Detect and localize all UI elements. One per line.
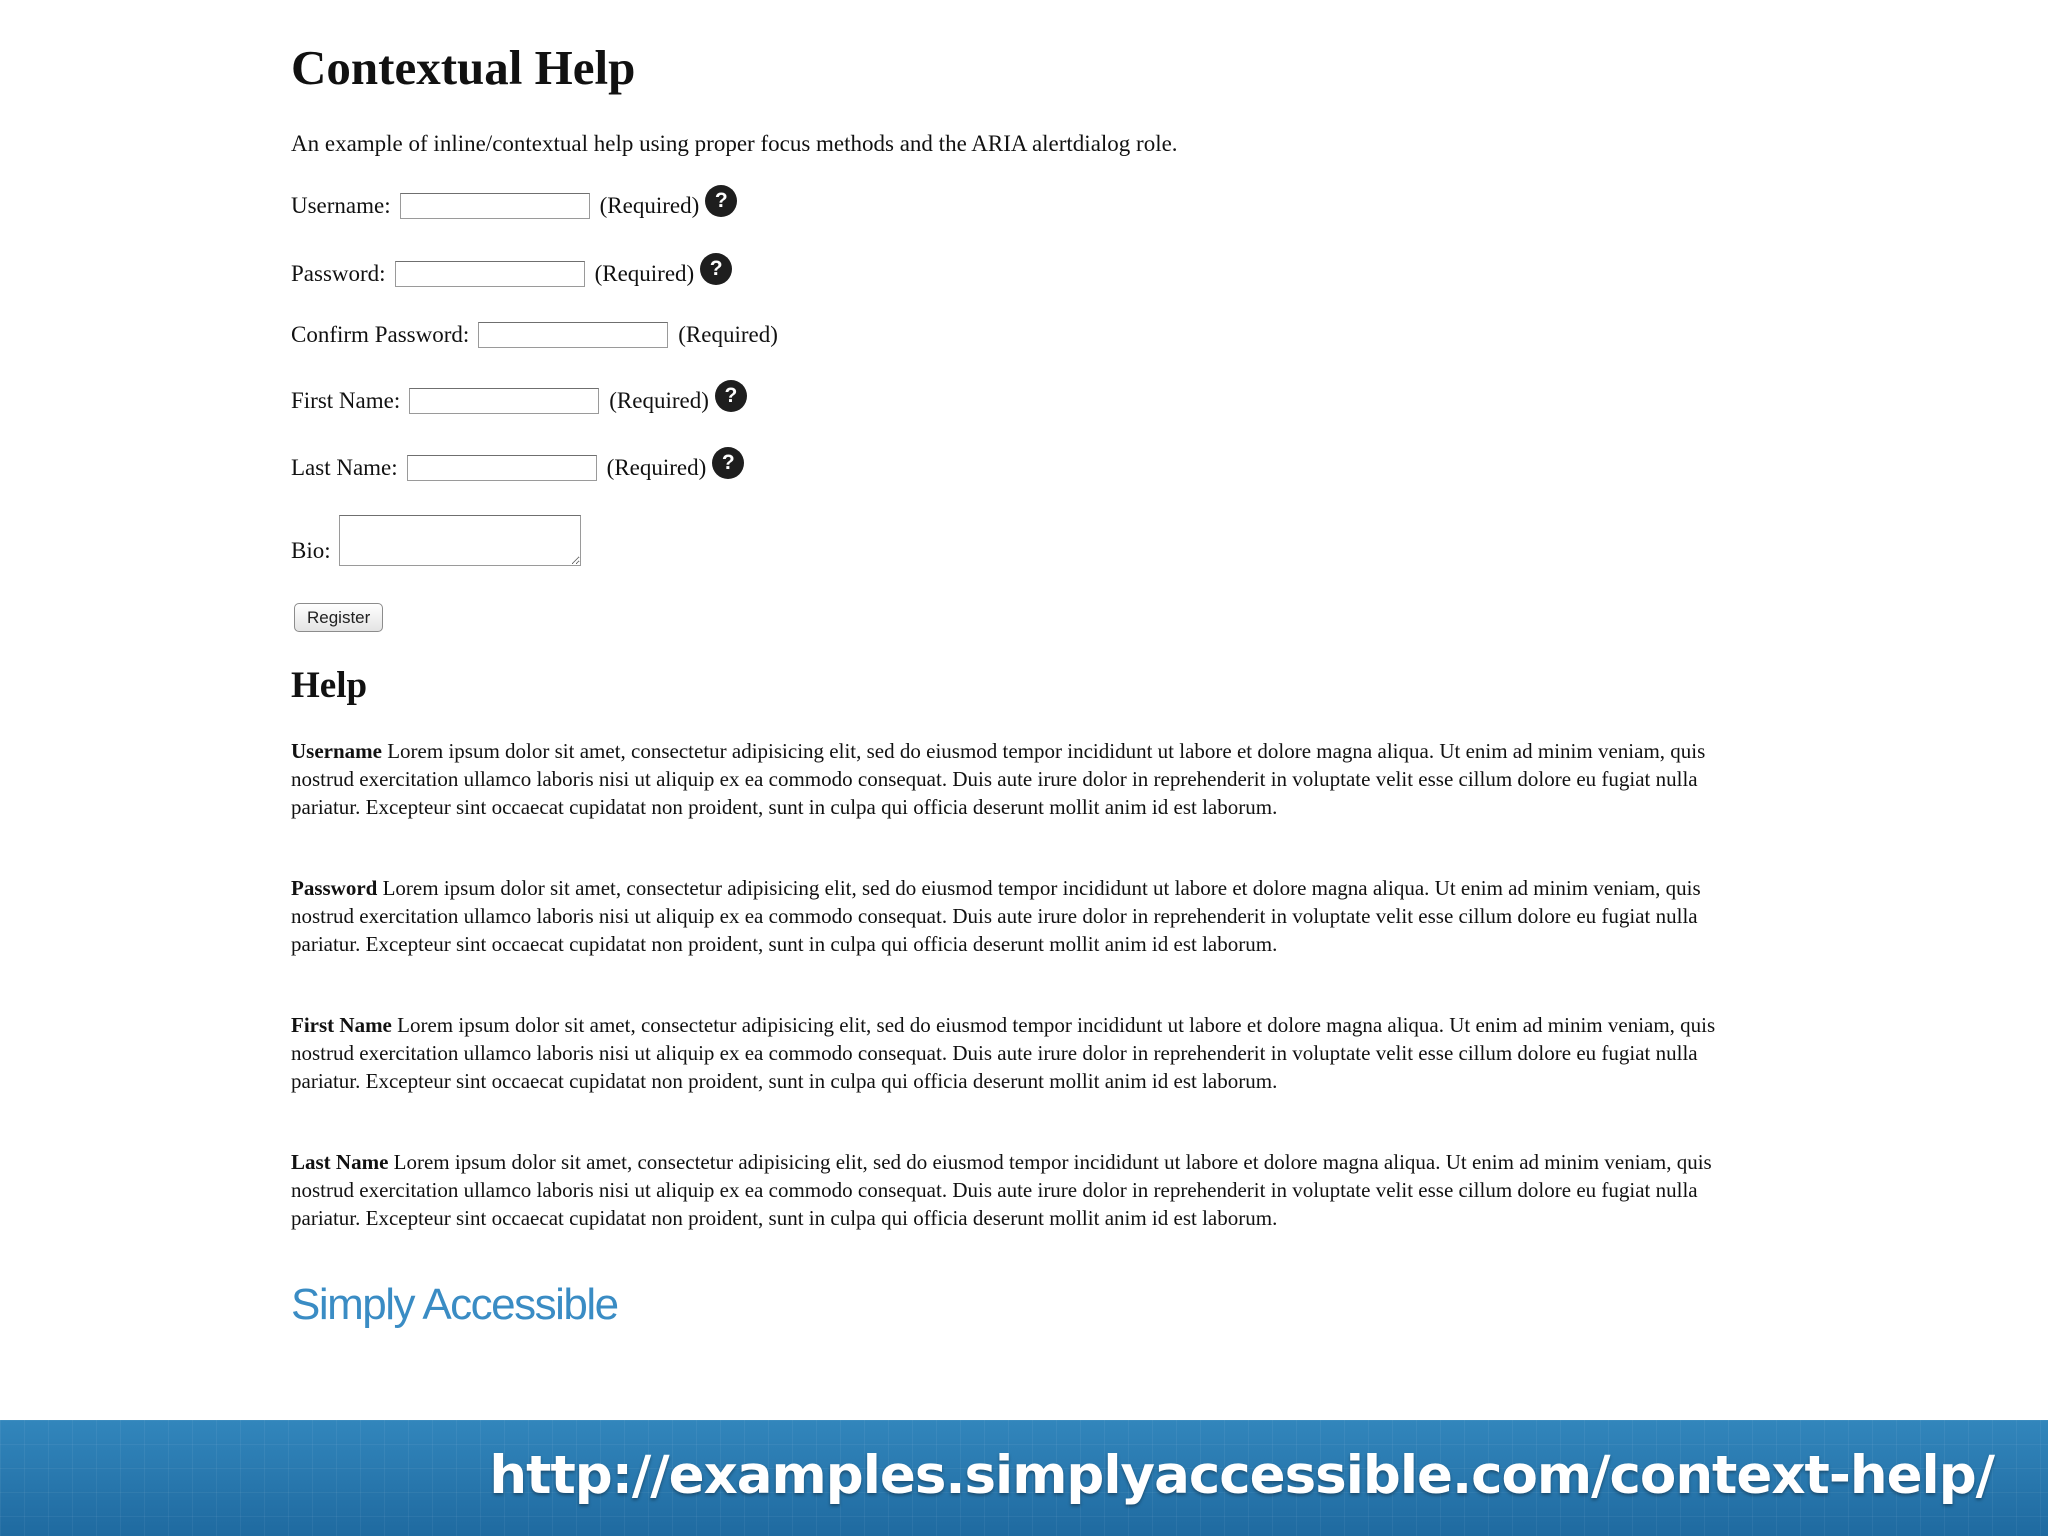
first-name-required: (Required)	[609, 388, 709, 413]
intro-text: An example of inline/contextual help using proper focus methods and the ARIA alertdialog role.	[291, 131, 1178, 156]
username-input[interactable]	[400, 193, 590, 219]
first-name-input[interactable]	[409, 388, 599, 414]
first-name-help-icon[interactable]: ?	[715, 380, 747, 412]
help-term: First Name	[291, 1013, 392, 1037]
help-text: Lorem ipsum dolor sit amet, consectetur adipisicing elit, sed do eiusmod tempor incididunt ut labore et dolore magna aliqua. Ut enim ad minim veniam, quis nostrud exercitation ullamco laboris nisi ut aliquip ex ea commodo consequat. Duis aute irure dolor in reprehenderit in voluptate velit esse cillum dolore eu fugiat nulla pariatur. Excepteur sint occaecat cupidatat non proident, sunt in culpa qui officia deserunt mollit anim id est laborum.	[291, 876, 1701, 956]
simply-accessible-logo: Simply Accessible	[291, 1280, 618, 1329]
page-title: Contextual Help	[291, 40, 636, 95]
first-name-row	[291, 383, 747, 419]
help-term: Password	[291, 876, 378, 900]
help-item-first-name	[291, 1011, 1751, 1095]
confirm-password-required: (Required)	[678, 322, 778, 347]
bio-row	[291, 515, 581, 566]
help-term: Last Name	[291, 1150, 389, 1174]
username-help-icon[interactable]: ?	[705, 185, 737, 217]
last-name-help-icon[interactable]: ?	[712, 447, 744, 479]
bio-label: Bio:	[291, 538, 331, 563]
last-name-required: (Required)	[606, 455, 707, 480]
username-label: Username:	[291, 193, 391, 218]
help-text: Lorem ipsum dolor sit amet, consectetur adipisicing elit, sed do eiusmod tempor incididunt ut labore et dolore magna aliqua. Ut enim ad minim veniam, quis nostrud exercitation ullamco laboris nisi ut aliquip ex ea commodo consequat. Duis aute irure dolor in reprehenderit in voluptate velit esse cillum dolore eu fugiat nulla pariatur. Excepteur sint occaecat cupidatat non proident, sunt in culpa qui officia deserunt mollit anim id est laborum.	[291, 1013, 1716, 1093]
username-required: (Required)	[599, 193, 700, 218]
last-name-label: Last Name:	[291, 455, 398, 480]
help-text: Lorem ipsum dolor sit amet, consectetur adipisicing elit, sed do eiusmod tempor incididunt ut labore et dolore magna aliqua. Ut enim ad minim veniam, quis nostrud exercitation ullamco laboris nisi ut aliquip ex ea commodo consequat. Duis aute irure dolor in reprehenderit in voluptate velit esse cillum dolore eu fugiat nulla pariatur. Excepteur sint occaecat cupidatat non proident, sunt in culpa qui officia deserunt mollit anim id est laborum.	[291, 1150, 1712, 1230]
url-banner	[0, 1420, 2048, 1536]
help-item-username	[291, 737, 1751, 821]
confirm-password-label: Confirm Password:	[291, 322, 470, 347]
example-url: http://examples.simplyaccessible.com/context-help/	[489, 1445, 1994, 1506]
first-name-label: First Name:	[291, 388, 401, 413]
bio-textarea[interactable]	[339, 515, 581, 566]
password-row	[291, 256, 732, 292]
help-heading: Help	[291, 665, 368, 706]
help-text: Lorem ipsum dolor sit amet, consectetur adipisicing elit, sed do eiusmod tempor incididunt ut labore et dolore magna aliqua. Ut enim ad minim veniam, quis nostrud exercitation ullamco laboris nisi ut aliquip ex ea commodo consequat. Duis aute irure dolor in reprehenderit in voluptate velit esse cillum dolore eu fugiat nulla pariatur. Excepteur sint occaecat cupidatat non proident, sunt in culpa qui officia deserunt mollit anim id est laborum.	[291, 739, 1706, 819]
password-required: (Required)	[594, 261, 695, 286]
username-row	[291, 188, 737, 224]
confirm-password-input[interactable]	[478, 322, 668, 348]
password-label: Password:	[291, 261, 386, 286]
help-item-password	[291, 874, 1751, 958]
help-item-last-name	[291, 1148, 1751, 1232]
last-name-input[interactable]	[407, 455, 597, 481]
confirm-password-row	[291, 317, 784, 353]
password-input[interactable]	[395, 261, 585, 287]
password-help-icon[interactable]: ?	[700, 253, 732, 285]
help-term: Username	[291, 739, 382, 763]
register-button[interactable]: Register	[294, 603, 383, 632]
last-name-row	[291, 450, 744, 486]
